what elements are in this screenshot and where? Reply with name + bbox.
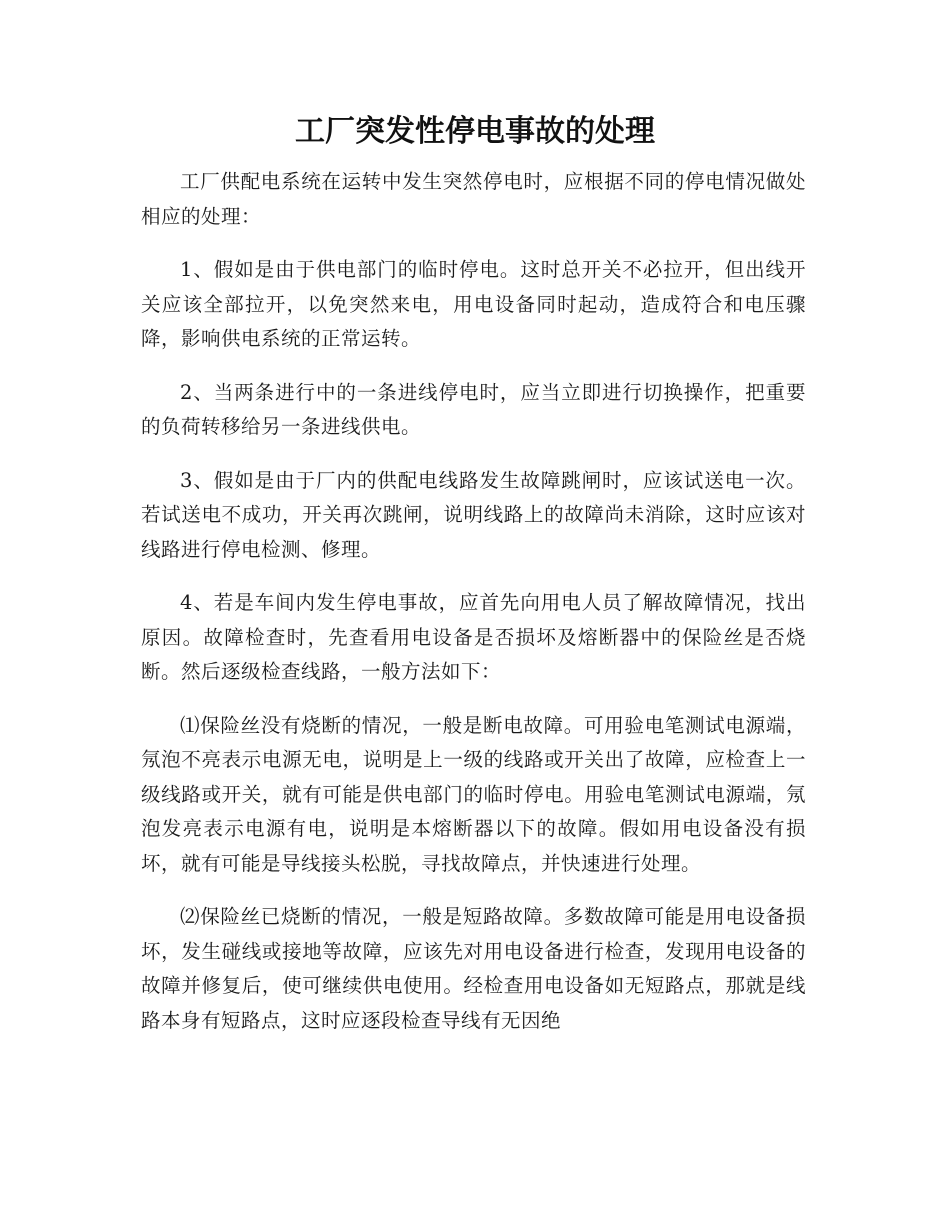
paragraph-intro: 工厂供配电系统在运转中发生突然停电时，应根据不同的停电情况做处相应的处理： (141, 170, 806, 228)
paragraph-subitem-2: ⑵保险丝已烧断的情况，一般是短路故障。多数故障可能是用电设备损坏，发生碰线或接地等故障，应该先对用电设备进行检查，发现用电设备的故障并修复后，使可继续供电使用。经检查用电设备如无短路点，那就是线路本身有短路点，这时应逐段检查导线有无因绝 (141, 905, 806, 1032)
paragraph-item-3: 3、假如是由于厂内的供配电线路发生故障跳闸时，应该试送电一次。若试送电不成功，开关再次跳闸，说明线路上的故障尚未消除，这时应该对线路进行停电检测、修理。 (141, 468, 806, 561)
page-title: 工厂突发性停电事故的处理 (295, 114, 655, 149)
paragraph-item-4: 4、若是车间内发生停电事故，应首先向用电人员了解故障情况，找出原因。故障检查时，先查看用电设备是否损坏及熔断器中的保险丝是否烧断。然后逐级检查线路，一般方法如下： (141, 591, 806, 683)
paragraph-item-2: 2、当两条进行中的一条进线停电时，应当立即进行切换操作，把重要的负荷转移给另一条进线供电。 (141, 380, 806, 438)
document-body (141, 165, 806, 1057)
paragraph-subitem-1: ⑴保险丝没有烧断的情况，一般是断电故障。可用验电笔测试电源端，氖泡不亮表示电源无电，说明是上一级的线路或开关出了故障，应检查上一级线路或开关，就有可能是供电部门的临时停电。用验电笔测试电源端，氖泡发亮表示电源有电，说明是本熔断器以下的故障。假如用电设备没有损坏，就有可能是导线接头松脱，寻找故障点，并快速进行处理。 (141, 713, 806, 875)
paragraph-item-1: 1、假如是由于供电部门的临时停电。这时总开关不必拉开，但出线开关应该全部拉开，以免突然来电，用电设备同时起动，造成符合和电压骤降，影响供电系统的正常运转。 (141, 258, 806, 350)
